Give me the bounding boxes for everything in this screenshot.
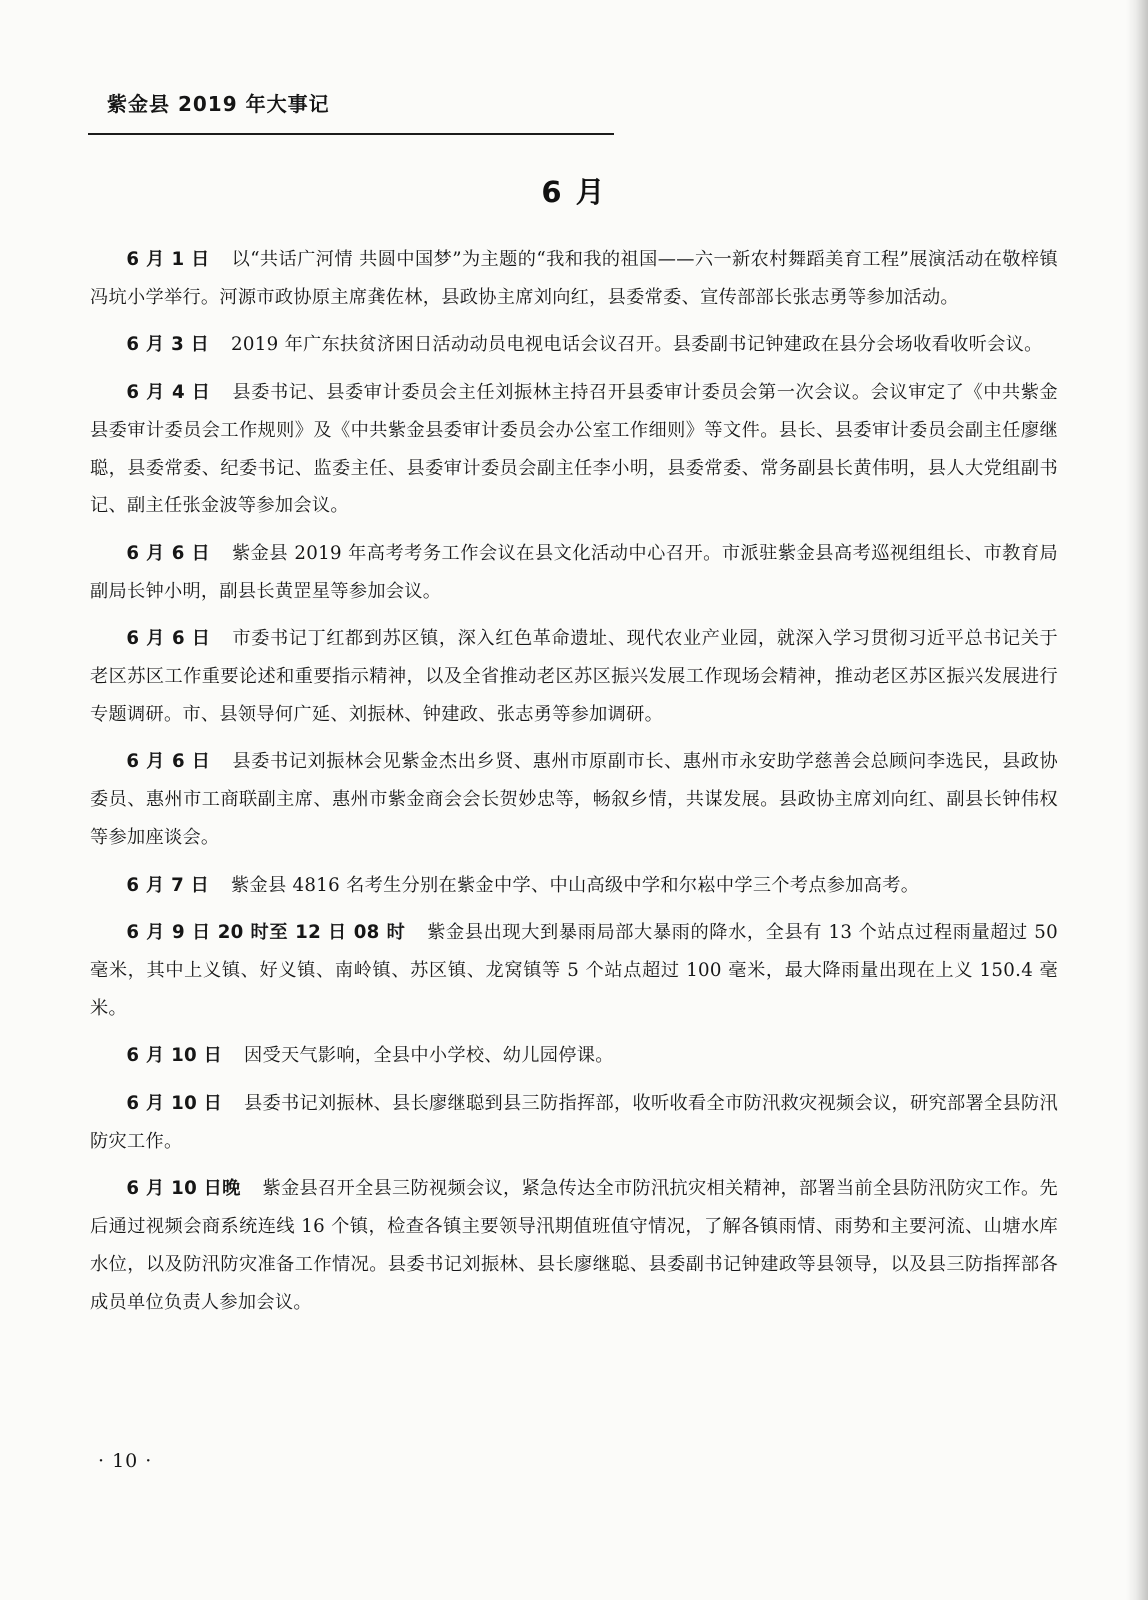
entry-text: 紫金县 4816 名考生分别在紫金中学、中山高级中学和尔崧中学三个考点参加高考。: [231, 874, 920, 896]
entry-date: 6 月 6 日: [126, 542, 211, 564]
entry-text: 紫金县出现大到暴雨局部大暴雨的降水，全县有 13 个站点过程雨量超过 50 毫米，其中上义镇、好义镇、南岭镇、苏区镇、龙窝镇等 5 个站点超过 100 毫米，最大降雨量出现在上义 150.4 毫米。: [90, 922, 1058, 1019]
chronicle-entry: [90, 620, 1058, 733]
chronicle-entries: [90, 241, 1058, 1331]
entry-date: 6 月 7 日: [126, 874, 210, 896]
chronicle-entry: [90, 914, 1058, 1027]
chronicle-entry: [90, 1085, 1058, 1160]
chronicle-entry: [90, 1037, 1058, 1075]
entry-date: 6 月 10 日: [126, 1093, 223, 1115]
chronicle-entry: [90, 374, 1058, 525]
entry-text: 以“共话广河情 共圆中国梦”为主题的“我和我的祖国——六一新农村舞蹈美育工程”展演活动在敬梓镇冯坑小学举行。河源市政协原主席龚佐林，县政协主席刘向红，县委常委、宣传部部长张志勇等参加活动。: [90, 249, 1059, 308]
chronicle-entry: [90, 326, 1058, 364]
entry-text: 紫金县召开全县三防视频会议，紧急传达全市防汛抗灾相关精神，部署当前全县防汛防灾工作。先后通过视频会商系统连线 16 个镇，检查各镇主要领导汛期值班值守情况，了解各镇雨情、雨势和主要河流、山塘水库水位，以及防汛防灾准备工作情况。县委书记刘振林、县长廖继聪、县委副书记钟建政等县领导，以及县三防指挥部各成员单位负责人参加会议。: [90, 1178, 1059, 1313]
chronicle-entry: [90, 743, 1058, 856]
entry-date: 6 月 9 日 20 时至 12 日 08 时: [126, 922, 406, 944]
entry-text: 因受天气影响，全县中小学校、幼儿园停课。: [243, 1045, 614, 1067]
entry-date: 6 月 10 日: [126, 1045, 223, 1067]
entry-date: 6 月 4 日: [126, 382, 211, 404]
entry-date: 6 月 6 日: [126, 628, 211, 650]
scan-edge-shadow: [1126, 0, 1148, 1600]
page-number: · 10 ·: [98, 1450, 153, 1472]
entry-date: 6 月 1 日: [126, 249, 210, 270]
header-rule: [88, 133, 614, 135]
entry-text: 紫金县 2019 年高考考务工作会议在县文化活动中心召开。市派驻紫金县高考巡视组组长、市教育局副局长钟小明，副县长黄罡星等参加会议。: [90, 542, 1059, 602]
chronicle-entry: [90, 535, 1058, 610]
entry-text: 市委书记丁红都到苏区镇，深入红色革命遗址、现代农业产业园，就深入学习贯彻习近平总书记关于老区苏区工作重要论述和重要指示精神，以及全省推动老区苏区振兴发展工作现场会精神，推动老区苏区振兴发展进行专题调研。市、县领导何广延、刘振林、钟建政、张志勇等参加调研。: [90, 628, 1059, 725]
entry-date: 6 月 6 日: [126, 751, 211, 773]
entry-text: 县委书记刘振林、县长廖继聪到县三防指挥部，收听收看全市防汛救灾视频会议，研究部署全县防汛防灾工作。: [90, 1093, 1058, 1152]
running-header: 紫金县 2019 年大事记: [107, 92, 330, 116]
section-title: 6 月: [541, 175, 607, 209]
entry-text: 2019 年广东扶贫济困日活动动员电视电话会议召开。县委副书记钟建政在县分会场收看收听会议。: [231, 334, 1043, 356]
chronicle-entry: [90, 867, 1058, 905]
chronicle-entry: [90, 1170, 1058, 1321]
chronicle-entry: [90, 241, 1058, 316]
entry-text: 县委书记、县委审计委员会主任刘振林主持召开县委审计委员会第一次会议。会议审定了《中共紫金县委审计委员会工作规则》及《中共紫金县委审计委员会办公室工作细则》等文件。县长、县委审计委员会副主任廖继聪，县委常委、纪委书记、监委主任、县委审计委员会副主任李小明，县委常委、常务副县长黄伟明，县人大党组副书记、副主任张金波等参加会议。: [90, 382, 1059, 517]
entry-date: 6 月 3 日: [126, 334, 210, 356]
entry-text: 县委书记刘振林会见紫金杰出乡贤、惠州市原副市长、惠州市永安助学慈善会总顾问李选民，县政协委员、惠州市工商联副主席、惠州市紫金商会会长贺妙忠等，畅叙乡情，共谋发展。县政协主席刘向红、副县长钟伟权等参加座谈会。: [90, 751, 1059, 848]
entry-date: 6 月 10 日晚: [126, 1178, 241, 1200]
